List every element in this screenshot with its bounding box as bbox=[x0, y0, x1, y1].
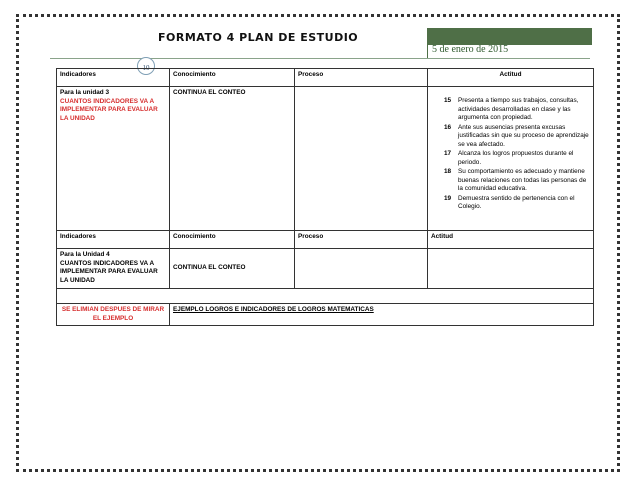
header-proceso: Proceso bbox=[295, 69, 428, 87]
document-date: 5 de enero de 2015 bbox=[432, 44, 509, 55]
process-cell[interactable] bbox=[295, 87, 428, 231]
table-row bbox=[57, 87, 594, 231]
header-indicadores: Indicadores bbox=[57, 69, 170, 87]
indicator-cell[interactable] bbox=[57, 87, 170, 231]
example-link[interactable]: EJEMPLO LOGROS E INDICADORES DE LOGROS MATEMATICAS bbox=[170, 304, 594, 326]
knowledge-cell-2[interactable]: CONTINUA EL CONTEO bbox=[170, 249, 295, 289]
process-cell-2[interactable] bbox=[295, 249, 428, 289]
header-rule bbox=[50, 58, 590, 59]
table-row bbox=[57, 304, 594, 326]
header-conocimiento-2: Conocimiento bbox=[170, 231, 295, 249]
indicator-unit-2: Para la Unidad 4 bbox=[60, 251, 110, 258]
indicator-unit: Para la unidad 3 bbox=[60, 89, 110, 96]
study-plan-table bbox=[56, 68, 594, 326]
list-item: 17 Alcanza los logros propuestos durante el periodo. bbox=[444, 150, 574, 166]
list-item: 19 Demuestra sentido de pertenencia con el Colegio. bbox=[444, 194, 575, 210]
attitude-cell-2[interactable] bbox=[428, 249, 594, 289]
list-item: 16 Ante sus ausencias presenta excusas justificadas sin que su proceso de aprendizaje se vea afectado. bbox=[444, 123, 589, 148]
table-row bbox=[57, 289, 594, 304]
header-indicadores-2: Indicadores bbox=[57, 231, 170, 249]
table-row bbox=[57, 69, 594, 87]
list-item: 18 Su comportamiento es adecuado y mantiene buenas relaciones con todas las personas de la comunidad educativa. bbox=[444, 168, 587, 192]
header-actitud-2: Actitud bbox=[428, 231, 594, 249]
spacer-cell bbox=[57, 289, 594, 304]
knowledge-cell[interactable]: CONTINUA EL CONTEO bbox=[170, 87, 295, 231]
header-actitud: Actitud bbox=[428, 69, 594, 87]
attitude-cell[interactable] bbox=[428, 87, 594, 231]
table-row bbox=[57, 249, 594, 289]
page-number: 10 bbox=[137, 57, 155, 75]
table-row bbox=[57, 231, 594, 249]
document-title: FORMATO 4 PLAN DE ESTUDIO bbox=[158, 31, 359, 44]
footer-note: SE ELIMIAN DESPUES DE MIRAR EL EJEMPLO bbox=[57, 304, 170, 326]
indicator-note-2: CUANTOS INDICADORES VA A IMPLEMENTAR PARA EVALUAR LA UNIDAD bbox=[60, 259, 158, 284]
header-conocimiento: Conocimiento bbox=[170, 69, 295, 87]
indicator-cell-2[interactable] bbox=[57, 249, 170, 289]
indicator-note: CUANTOS INDICADORES VA A IMPLEMENTAR PARA EVALUAR LA UNIDAD bbox=[60, 97, 158, 122]
list-item: 15 Presenta a tiempo sus trabajos, consultas, actividades desarrolladas en clase y las argumenta con propiedad. bbox=[444, 97, 579, 121]
header-proceso-2: Proceso bbox=[295, 231, 428, 249]
